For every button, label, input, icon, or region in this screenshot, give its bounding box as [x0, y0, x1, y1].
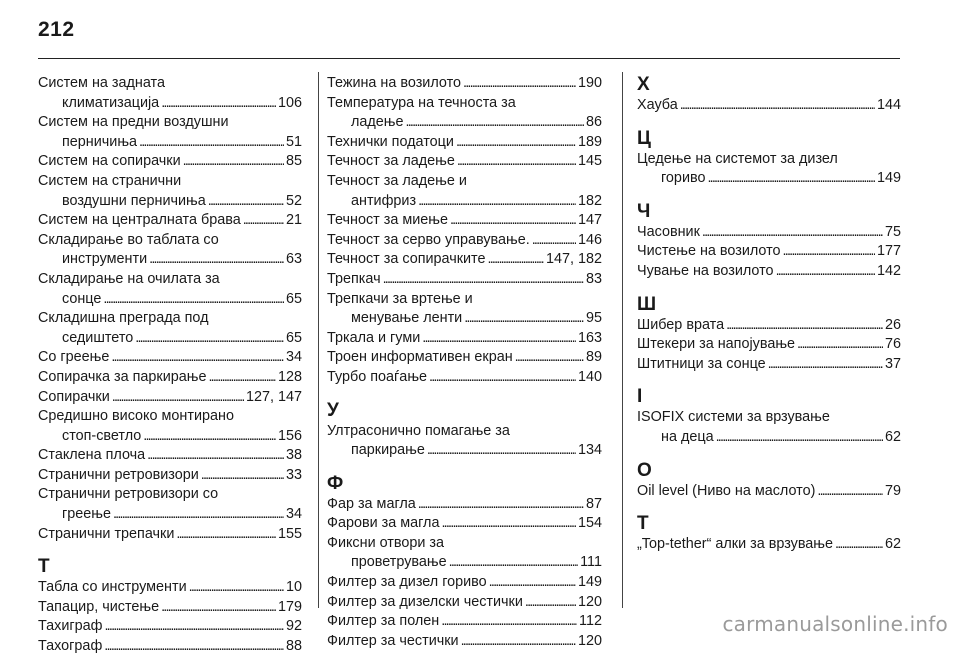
entry-line: [637, 262, 901, 282]
dot-leader: [515, 348, 584, 368]
entry-line: [38, 211, 302, 231]
page-reference: 163: [577, 329, 602, 346]
dot-leader: [776, 262, 875, 282]
index-entry: [38, 407, 302, 446]
index-entry: [327, 593, 602, 613]
page-reference: 182: [577, 192, 602, 209]
entry-line: [38, 329, 302, 349]
entry-line: [327, 553, 602, 573]
letter-heading: Ч: [637, 200, 651, 222]
page-reference: 149: [876, 170, 901, 187]
entry-term-text: стоп-светло: [62, 427, 142, 444]
entry-term-text: Чистење на возилото: [637, 243, 781, 260]
entry-line: [327, 133, 602, 153]
page-reference: 120: [577, 593, 602, 610]
index-entry: [38, 578, 302, 598]
index-entry: [38, 617, 302, 637]
dot-leader: [104, 617, 284, 637]
page-reference: 79: [884, 482, 901, 499]
index-entry: [327, 211, 602, 231]
page-reference: 88: [285, 638, 302, 655]
entry-term: Систем на странични: [38, 172, 182, 189]
letter-heading: Ш: [637, 293, 657, 315]
entry-term-text: Сопирачки: [38, 388, 110, 405]
index-entry: [327, 94, 602, 133]
dot-leader: [488, 250, 544, 270]
index-entry: [637, 223, 901, 243]
entry-line: [327, 270, 602, 290]
entry-term-text: Часовник: [637, 223, 700, 240]
dot-leader: [418, 495, 584, 515]
entry-term: Трепкачи за вртење и: [327, 290, 473, 307]
page-reference: 120: [577, 632, 602, 649]
entry-term: Систем на задната: [38, 75, 165, 91]
entry-term-text: Течност за сопирачките: [327, 251, 486, 268]
dot-leader: [449, 553, 579, 573]
index-entry: [38, 309, 302, 348]
dot-leader: [797, 335, 883, 355]
entry-term-text: Течност за миење: [327, 212, 448, 229]
dot-leader: [243, 211, 284, 231]
index-entry: [637, 482, 901, 502]
page-reference: 106: [277, 94, 302, 111]
index-column-2: [327, 74, 602, 649]
entry-term-text: Троен информативен екран: [327, 349, 513, 366]
entry-term-text: антифриз: [351, 192, 417, 209]
entry-term-text: перничиња: [62, 133, 138, 150]
entry-term-text: на деца: [661, 428, 714, 445]
entry-line: [327, 152, 602, 172]
index-entry: [637, 535, 901, 555]
page-reference: 65: [285, 290, 302, 307]
dot-leader: [112, 388, 244, 408]
entry-line: [38, 192, 302, 212]
index-entry: [637, 242, 901, 262]
dot-leader: [201, 466, 284, 486]
entry-line: [637, 428, 901, 448]
index-entry: [327, 270, 602, 290]
dot-leader: [383, 270, 584, 290]
dot-leader: [463, 74, 576, 94]
entry-term: Фиксни отвори за: [327, 534, 445, 551]
entry-line: [637, 535, 901, 555]
entry-term-text: Сопирачка за паркирање: [38, 368, 207, 385]
dot-leader: [418, 192, 576, 212]
entry-term-text: греење: [62, 506, 111, 523]
dot-leader: [189, 578, 284, 598]
page-reference: 147: [577, 212, 602, 229]
dot-leader: [103, 290, 284, 310]
entry-line: [327, 368, 602, 388]
entry-term-text: Чување на возилото: [637, 262, 774, 279]
entry-line: [38, 427, 302, 447]
index-entry: [327, 290, 602, 329]
entry-term-text: Шибер врата: [637, 316, 725, 333]
entry-line: [38, 525, 302, 545]
entry-term-text: Филтер за дизел гориво: [327, 574, 487, 591]
entry-line: [38, 466, 302, 486]
entry-term-text: ладење: [351, 114, 404, 131]
letter-heading: T: [637, 513, 649, 535]
index-column-1: [38, 74, 302, 655]
entry-term: Складирање на очилата за: [38, 270, 220, 287]
dot-leader: [726, 316, 883, 336]
index-entry: [38, 113, 302, 152]
index-entry: [327, 348, 602, 368]
dot-leader: [427, 441, 576, 461]
dot-leader: [143, 427, 276, 447]
dot-leader: [835, 535, 883, 555]
index-entry: [327, 573, 602, 593]
index-entry: [637, 316, 901, 336]
entry-line: [38, 133, 302, 153]
index-entry: [38, 466, 302, 486]
dot-leader: [161, 94, 276, 114]
page-reference: 177: [876, 243, 901, 260]
entry-line: [327, 192, 602, 212]
entry-term-text: Турбо поаѓање: [327, 368, 428, 385]
entry-term-text: Тахограф: [38, 638, 103, 655]
entry-term: Складишна преграда под: [38, 310, 209, 327]
entry-line: [38, 290, 302, 310]
page-reference: 128: [277, 368, 302, 385]
page-reference: 38: [285, 447, 302, 464]
dot-leader: [111, 348, 284, 368]
index-entry: [327, 172, 602, 211]
page-reference: 83: [585, 270, 602, 287]
index-entry: [327, 250, 602, 270]
entry-line: [38, 637, 302, 657]
page-reference: 154: [577, 515, 602, 532]
dot-leader: [429, 368, 576, 388]
index-column-3: [637, 74, 901, 608]
page-reference: 21: [285, 212, 302, 229]
index-entry: [38, 231, 302, 270]
dot-leader: [450, 211, 576, 231]
dot-leader: [161, 598, 276, 618]
entry-line: [327, 441, 602, 461]
entry-term-text: Стаклена плоча: [38, 447, 146, 464]
dot-leader: [464, 309, 584, 329]
letter-heading: Т: [38, 556, 50, 578]
page-reference: 37: [884, 355, 901, 372]
entry-term-text: Систем на сопирачки: [38, 153, 181, 170]
entry-line: [637, 335, 901, 355]
page-reference: 86: [585, 114, 602, 131]
page-number: 212: [38, 18, 75, 41]
entry-term: Цедење на системот за дизел: [637, 150, 838, 167]
entry-line: [327, 250, 602, 270]
entry-line: [38, 152, 302, 172]
dot-leader: [183, 152, 284, 172]
dot-leader: [441, 612, 577, 632]
entry-line: [327, 612, 602, 632]
dot-leader: [104, 637, 284, 657]
index-entry: [327, 422, 602, 461]
column-divider: [318, 72, 319, 608]
entry-line: [38, 505, 302, 525]
page-reference: 65: [285, 329, 302, 346]
index-entry: [327, 329, 602, 349]
entry-line: [327, 329, 602, 349]
dot-leader: [422, 329, 576, 349]
page-reference: 51: [285, 133, 302, 150]
entry-line: [327, 231, 602, 251]
index-entry: [637, 408, 901, 447]
entry-line: [327, 113, 602, 133]
entry-term: Систем на предни воздушни: [38, 114, 229, 131]
page-reference: 112: [579, 613, 602, 630]
page-reference: 111: [580, 554, 602, 571]
page-reference: 190: [577, 75, 602, 91]
entry-line: [637, 242, 901, 262]
header-rule: [38, 58, 900, 59]
entry-line: [38, 617, 302, 637]
index-entry: [38, 74, 302, 113]
dot-leader: [149, 250, 284, 270]
entry-line: [637, 169, 901, 189]
letter-heading: Ф: [327, 472, 344, 494]
dot-leader: [680, 96, 875, 116]
page-reference: 127, 147: [245, 388, 302, 405]
index-entry: [38, 368, 302, 388]
page-reference: 34: [285, 349, 302, 366]
index-entry: [327, 231, 602, 251]
dot-leader: [768, 355, 883, 375]
dot-leader: [702, 223, 883, 243]
entry-term: ISOFIX системи за врзување: [637, 409, 830, 426]
entry-term-text: инструменти: [62, 251, 148, 268]
entry-term-text: гориво: [661, 170, 706, 187]
letter-heading: Х: [637, 74, 650, 95]
page-reference: 95: [585, 310, 602, 327]
letter-heading: Ц: [637, 127, 651, 149]
index-entry: [637, 355, 901, 375]
entry-term-text: седиштето: [62, 329, 134, 346]
dot-leader: [707, 169, 875, 189]
entry-term-text: Штекери за напојување: [637, 336, 796, 353]
page-reference: 179: [277, 598, 302, 615]
entry-term-text: Фарови за магла: [327, 515, 440, 532]
entry-line: [637, 316, 901, 336]
index-entry: [327, 514, 602, 534]
page-reference: 87: [585, 495, 602, 512]
dot-leader: [176, 525, 276, 545]
page-reference: 140: [577, 368, 602, 385]
index-entry: [38, 388, 302, 408]
page-reference: 89: [585, 349, 602, 366]
entry-line: [38, 578, 302, 598]
entry-term-text: Oil level (Ниво на маслото): [637, 482, 816, 499]
entry-line: [327, 74, 602, 94]
entry-term-text: паркирање: [351, 442, 425, 459]
entry-line: [327, 495, 602, 515]
dot-leader: [147, 446, 284, 466]
entry-line: [327, 514, 602, 534]
entry-term-text: Тапацир, чистење: [38, 598, 160, 615]
entry-line: [637, 355, 901, 375]
dot-leader: [716, 428, 883, 448]
page-reference: 10: [285, 579, 302, 596]
entry-term-text: Течност за серво управување.: [327, 231, 530, 248]
dot-leader: [406, 113, 584, 133]
index-entry: [38, 525, 302, 545]
entry-term-text: Систем на централната брава: [38, 212, 241, 229]
entry-line: [637, 96, 901, 116]
index-entry: [38, 485, 302, 524]
dot-leader: [783, 242, 875, 262]
entry-term-text: Тахиграф: [38, 618, 103, 635]
entry-term-text: Филтер за честички: [327, 632, 459, 649]
entry-line: [327, 348, 602, 368]
page-reference: 156: [277, 427, 302, 444]
entry-term-text: климатизација: [62, 94, 160, 111]
index-entry: [327, 152, 602, 172]
page-reference: 52: [285, 192, 302, 209]
dot-leader: [139, 133, 284, 153]
entry-line: [327, 573, 602, 593]
entry-line: [38, 388, 302, 408]
page-reference: 144: [876, 97, 901, 113]
entry-term-text: воздушни перничиња: [62, 192, 206, 209]
entry-term-text: Трепкач: [327, 270, 381, 287]
page-reference: 92: [285, 618, 302, 635]
page-reference: 63: [285, 251, 302, 268]
entry-term: Складирање во таблата со: [38, 231, 219, 248]
page-reference: 155: [277, 525, 302, 542]
entry-line: [38, 598, 302, 618]
entry-term-text: Табла со инструменти: [38, 579, 187, 596]
entry-term-text: менување ленти: [351, 310, 463, 327]
index-entry: [637, 150, 901, 189]
dot-leader: [441, 514, 576, 534]
index-entry: [38, 637, 302, 657]
entry-term-text: проветрување: [351, 554, 447, 571]
dot-leader: [113, 505, 284, 525]
page-reference: 62: [884, 428, 901, 445]
page-reference: 147, 182: [545, 251, 602, 268]
letter-heading: У: [327, 399, 339, 421]
dot-leader: [489, 573, 576, 593]
entry-term: Ултрасонично помагање за: [327, 422, 510, 439]
index-entry: [38, 446, 302, 466]
index-entry: [637, 96, 901, 116]
index-entry: [327, 534, 602, 573]
page-reference: 149: [577, 574, 602, 591]
entry-term-text: Со греење: [38, 349, 110, 366]
dot-leader: [135, 329, 284, 349]
entry-line: [327, 593, 602, 613]
entry-term-text: Странични трепачки: [38, 525, 175, 542]
page-reference: 62: [884, 536, 901, 553]
index-entry: [637, 262, 901, 282]
entry-line: [38, 94, 302, 114]
dot-leader: [525, 593, 576, 613]
index-entry: [327, 368, 602, 388]
dot-leader: [208, 368, 276, 388]
index-entry: [327, 74, 602, 94]
entry-term-text: Странични ретровизори: [38, 466, 199, 483]
page-reference: 146: [577, 231, 602, 248]
entry-term-text: Тежина на возилото: [327, 75, 462, 91]
page-reference: 33: [285, 466, 302, 483]
index-entry: [38, 598, 302, 618]
dot-leader: [817, 482, 883, 502]
index-entry: [38, 270, 302, 309]
entry-line: [637, 482, 901, 502]
index-entry: [327, 133, 602, 153]
watermark: carmanualsonline.info: [722, 612, 948, 636]
page-reference: 142: [876, 262, 901, 279]
entry-term: Температура на течноста за: [327, 94, 516, 111]
entry-line: [38, 250, 302, 270]
entry-line: [327, 309, 602, 329]
page-reference: 26: [884, 316, 901, 333]
dot-leader: [532, 231, 576, 251]
entry-term: Течност за ладење и: [327, 172, 467, 189]
letter-heading: I: [637, 386, 643, 408]
page-reference: 145: [577, 153, 602, 170]
entry-line: [327, 211, 602, 231]
index-entry: [327, 612, 602, 632]
page-reference: 85: [285, 153, 302, 170]
entry-term-text: сонце: [62, 290, 102, 307]
page-reference: 76: [884, 336, 901, 353]
entry-term-text: Технички податоци: [327, 133, 454, 150]
entry-term: Странични ретровизори со: [38, 486, 219, 503]
index-entry: [38, 348, 302, 368]
entry-term-text: „Top-tether“ алки за врзување: [637, 536, 834, 553]
entry-term-text: Хауба: [637, 97, 678, 113]
dot-leader: [208, 192, 284, 212]
letter-heading: O: [637, 459, 652, 481]
page-reference: 134: [577, 442, 602, 459]
entry-term-text: Штитници за сонце: [637, 355, 766, 372]
column-divider: [622, 72, 623, 608]
page-reference: 75: [884, 223, 901, 240]
page-reference: 189: [577, 133, 602, 150]
dot-leader: [457, 152, 576, 172]
entry-line: [38, 368, 302, 388]
entry-term-text: Течност за ладење: [327, 153, 455, 170]
index-entry: [327, 495, 602, 515]
entry-line: [637, 223, 901, 243]
entry-term: Средишно високо монтирано: [38, 408, 234, 425]
index-entry: [637, 335, 901, 355]
entry-line: [38, 446, 302, 466]
index-entry: [38, 211, 302, 231]
entry-term-text: Фар за магла: [327, 495, 416, 512]
entry-line: [38, 348, 302, 368]
dot-leader: [456, 133, 576, 153]
entry-term-text: Тркала и гуми: [327, 329, 421, 346]
entry-term-text: Филтер за полен: [327, 613, 440, 630]
page-reference: 34: [285, 506, 302, 523]
index-entry: [38, 152, 302, 172]
index-entry: [38, 172, 302, 211]
entry-term-text: Филтер за дизелски честички: [327, 593, 523, 610]
